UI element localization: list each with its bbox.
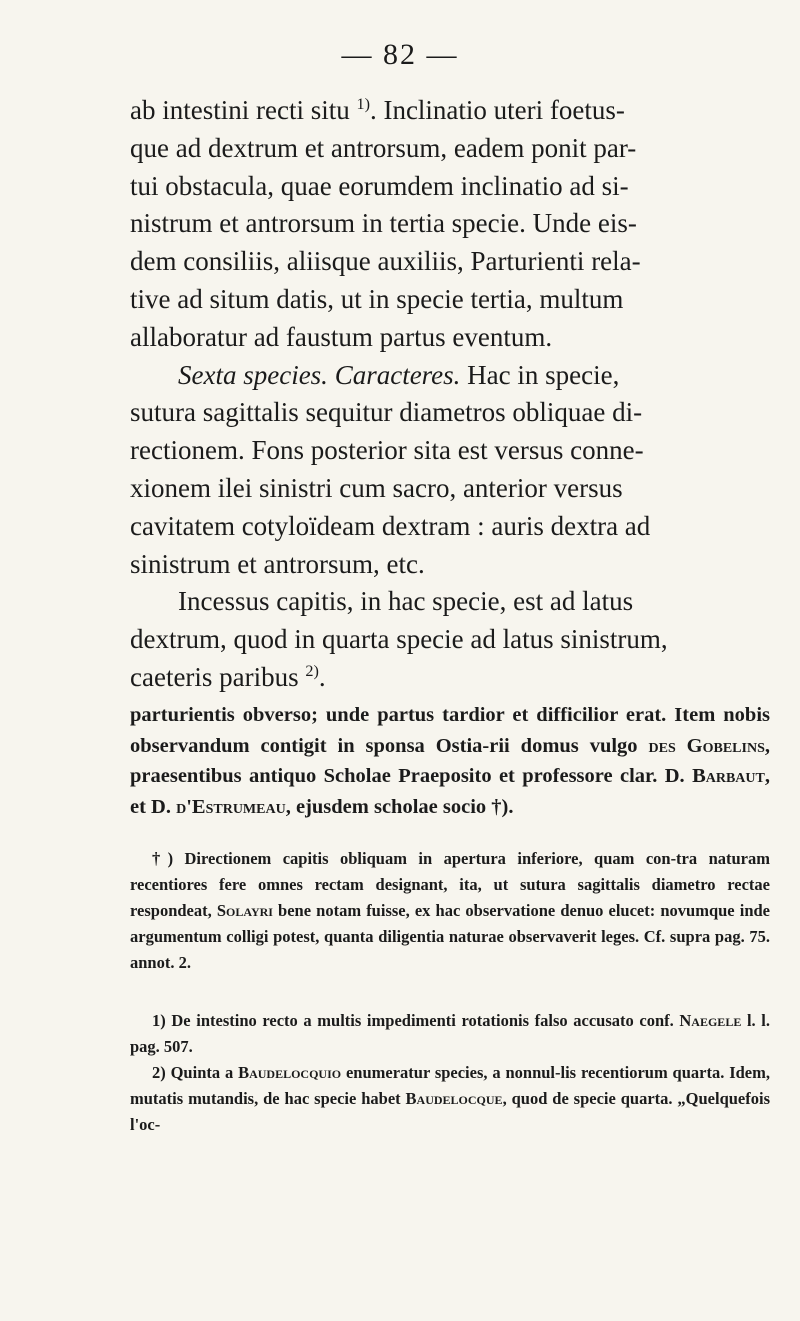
main-line-14: Incessus capitis, in hac specie, est ad latus (178, 586, 634, 617)
main-line-10: rectionem. Fons posterior sita est versus conne- (130, 435, 644, 466)
text-segment: caeteris paribus (130, 661, 299, 692)
person-name: Barbaut (692, 765, 765, 787)
footnote-2 (130, 1060, 770, 1138)
continuation-paragraph (130, 700, 770, 822)
place-name: des Gobelins (648, 734, 765, 757)
main-line-5: dem consiliis, aliisque auxiliis, Parturienti rela- (130, 246, 641, 277)
footnote-body (130, 1060, 770, 1138)
main-text (130, 92, 772, 697)
text-segment: †) Directionem capitis obliquam in apertura inferiore, quam con-tra naturam recentiores fere omnes rectam designant, ita, ut sutura sagittalis diametro rectae respondeat, (130, 849, 770, 920)
footnote-dagger (130, 846, 770, 976)
footnote-1 (130, 1008, 770, 1060)
text-segment: l. l. pag. 507. (130, 1011, 771, 1056)
text-segment: 1) De intestino recto a multis impedimenti rotationis falso accusato conf. (152, 1011, 680, 1030)
person-name: Baudelocque (405, 1089, 503, 1108)
text-segment: 2) Quinta a (152, 1063, 239, 1082)
text-segment: ab intestini recti situ (130, 95, 350, 125)
person-name: Baudelocquio (238, 1063, 342, 1082)
main-line-8 (130, 357, 772, 395)
main-line-16 (130, 659, 772, 697)
text-segment: Hac in specie, (467, 359, 620, 390)
text-segment: bene notam fuisse, ex hac observatione denuo elucet: novumque inde argumentum colligi potest, quanta diligentia naturae observaverit leges. Cf. supra pag. 75. annot. 2. (130, 901, 770, 972)
section-heading-sexta: Sexta species. (178, 359, 328, 390)
main-line-13: sinistrum et antrorsum, etc. (130, 548, 425, 579)
text-segment: , ejusdem scholae socio †). (285, 795, 514, 818)
text-segment: , quod de specie quarta. „Quelquefois l'oc- (130, 1089, 771, 1134)
main-line-9: sutura sagittalis sequitur diametros obliquae di- (130, 397, 643, 428)
text-segment: , praesentibus antiquo Scholae Praeposito et professore clar. D. (130, 734, 770, 787)
text-segment: . Inclinatio uteri foetus- (369, 95, 625, 125)
text-segment: , et D. (130, 765, 770, 818)
main-line-3: tui obstacula, quae eorumdem inclinatio ad si- (130, 170, 629, 201)
main-line-6: tive ad situm datis, ut in specie tertia, multum (130, 283, 624, 314)
main-line-1 (130, 92, 772, 130)
footnote-body (130, 846, 770, 976)
main-line-7: allaboratur ad faustum partus eventum. (130, 321, 553, 352)
footnote-body (130, 1008, 770, 1060)
main-line-12: cavitatem cotyloïdeam dextram : auris dextra ad (130, 510, 651, 541)
main-line-11: xionem ilei sinistri cum sacro, anterior versus (130, 472, 623, 503)
main-line-15: dextrum, quod in quarta specie ad latus sinistrum, (130, 624, 668, 655)
footnote-ref-1: 1) (356, 95, 370, 113)
page-number: — 82 — (341, 38, 459, 71)
main-line-2: que ad dextrum et antrorsum, eadem ponit par- (130, 132, 637, 163)
text-segment: enumeratur species, a nonnul-lis recentiorum quarta. Idem, mutatis mutandis, de hac specie habet (130, 1063, 770, 1108)
footnote-ref-2: 2) (305, 661, 319, 680)
text-segment: . (318, 661, 326, 692)
person-name: Solayri (216, 901, 273, 920)
person-name: Naegele (679, 1011, 742, 1030)
text-segment: parturientis obverso; unde partus tardior et difficilior erat. Item nobis observandum contigit in sponsa Ostia-rii domus vulgo (130, 704, 770, 757)
main-line-4: nistrum et antrorsum in tertia specie. Unde eis- (130, 208, 637, 239)
section-heading-caracteres: Caracteres. (334, 359, 461, 390)
person-name: d'Estrumeau (176, 795, 286, 818)
